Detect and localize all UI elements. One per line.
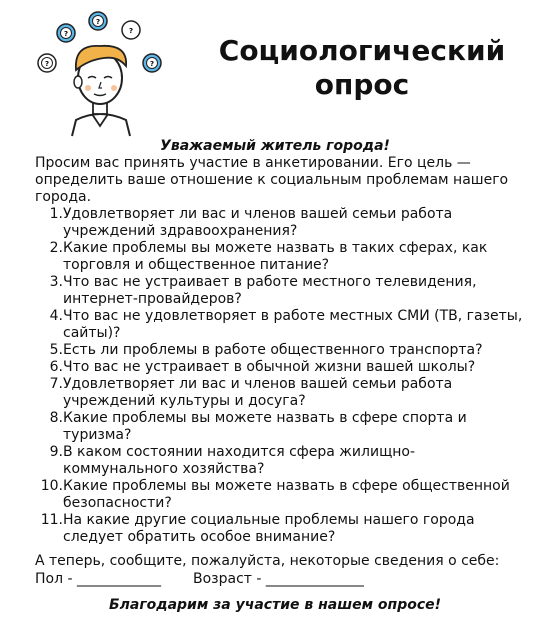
question-item	[35, 359, 525, 376]
question-number: 5.	[49, 342, 63, 358]
outro-text: А теперь, сообщите, пожалуйста, некоторые сведения о себе:	[35, 553, 500, 569]
question-number: 9.	[49, 444, 63, 460]
question-bubble-icon	[89, 12, 107, 30]
question-item	[35, 410, 525, 444]
question-text: Что вас не устраивает в обычной жизни вашей школы?	[63, 359, 476, 375]
question-item	[35, 274, 525, 308]
intro-paragraph: Просим вас принять участие в анкетировании. Его цель — определить ваше отношение к социальным проблемам нашего города.	[35, 155, 509, 205]
thinking-person-illustration	[30, 8, 180, 138]
question-item	[35, 308, 525, 342]
svg-text:?: ?	[63, 30, 69, 38]
question-number: 4.	[49, 308, 63, 324]
thanks-footer: Благодарим за участие в нашем опросе!	[108, 597, 442, 613]
question-number: 1.	[49, 206, 63, 222]
question-item	[35, 376, 525, 410]
gender-field[interactable]: Пол - ____________	[35, 571, 161, 587]
question-text: Удовлетворяет ли вас и членов вашей семьи работа учреждений здравоохранения?	[63, 206, 453, 239]
question-item	[35, 512, 525, 546]
question-text: Какие проблемы вы можете назвать в сфере спорта и туризма?	[63, 410, 467, 443]
question-item	[35, 444, 525, 478]
personal-info-fields	[35, 571, 364, 588]
svg-text:?: ?	[128, 27, 134, 35]
question-text: Удовлетворяет ли вас и членов вашей семьи работа учреждений культуры и досуга?	[63, 376, 453, 409]
question-number: 8.	[49, 410, 63, 426]
title-line-2: опрос	[314, 68, 410, 101]
question-bubble-icon	[143, 54, 161, 72]
svg-text:?: ?	[44, 60, 50, 68]
question-list	[35, 206, 525, 546]
question-number: 7.	[49, 376, 63, 392]
question-bubble-icon	[122, 21, 140, 39]
question-number: 3.	[49, 274, 63, 290]
svg-text:?: ?	[149, 60, 155, 68]
page-title	[192, 34, 532, 102]
question-number: 11.	[40, 512, 63, 528]
question-number: 2.	[49, 240, 63, 256]
question-text: В каком состоянии находится сфера жилищно-коммунального хозяйства?	[63, 444, 416, 477]
question-bubble-icon	[57, 24, 75, 42]
question-item	[35, 478, 525, 512]
age-field[interactable]: Возраст - ______________	[193, 571, 364, 587]
question-bubble-icon	[38, 54, 56, 72]
question-item	[35, 206, 525, 240]
question-number: 6.	[49, 359, 63, 375]
question-number: 10.	[40, 478, 63, 494]
question-text: На какие другие социальные проблемы нашего города следует обратить особое внимание?	[63, 512, 475, 545]
question-item	[35, 240, 525, 274]
question-item	[35, 342, 525, 359]
svg-text:?: ?	[95, 18, 101, 26]
question-text: Есть ли проблемы в работе общественного транспорта?	[63, 342, 483, 358]
greeting-heading: Уважаемый житель города!	[160, 138, 390, 154]
question-text: Какие проблемы вы можете назвать в сфере общественной безопасности?	[63, 478, 510, 511]
title-line-1: Социологический	[218, 34, 506, 67]
question-text: Какие проблемы вы можете назвать в таких сферах, как торговля и общественное питание?	[63, 240, 488, 273]
question-text: Что вас не удовлетворяет в работе местных СМИ (ТВ, газеты, сайты)?	[63, 308, 523, 341]
question-text: Что вас не устраивает в работе местного телевидения, интернет-провайдеров?	[63, 274, 477, 307]
